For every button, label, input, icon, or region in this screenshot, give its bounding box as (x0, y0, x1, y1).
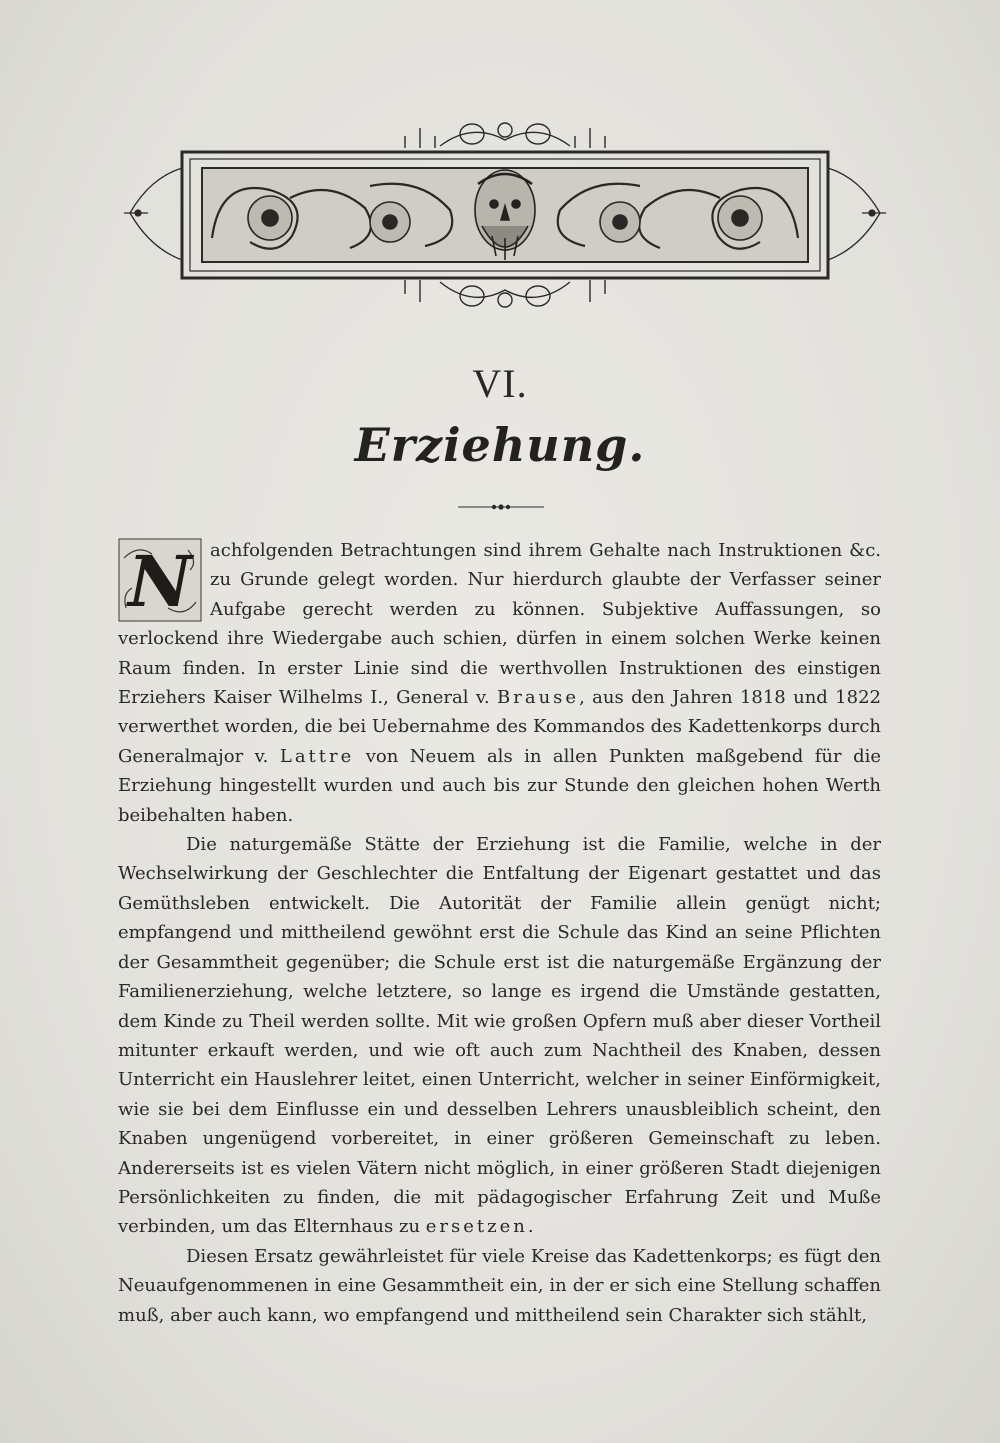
paragraph-1-name-lattre: Lattre (279, 745, 355, 767)
paragraph-1-lead: achfolgenden Betrachtungen sind ihrem Gehalte nach Instruktionen &c. zu Grunde gelegt worden. Nur hierdurch glaubte der Verfasser seiner Aufgabe gerecht werden zu können. Subjektive Auffassungen, so verlockend ihre Wiedergabe auch schien, dürfen in einem solchen Werke keinen Raum finden. In erster Linie sind die werthvollen Instruktionen des einstigen Erziehers Kaiser Wilhelms I., General v. (118, 540, 881, 709)
paragraph-1 (118, 536, 881, 830)
chapter-title: Erziehung. (354, 418, 646, 472)
ornamental-header-band (120, 118, 890, 318)
dropcap-letter: N (128, 540, 192, 622)
paragraph-3-text: Diesen Ersatz gewährleistet für viele Kreise das Kadettenkorps; es fügt den Neuaufgenommenen in eine Gesammtheit ein, in der er sich eine Stellung schaffen muß, aber auch kann, wo empfangend und mittheilend sein Charakter sich stählt, (118, 1245, 881, 1326)
paragraph-1-tail: von Neuem als in allen Punkten maßgebend für die Erziehung hingestellt wurden und auch bis zur Stunde den gleichen hohen Werth beibehalten haben. (118, 745, 882, 826)
paragraph-1-mid: , aus den Jahren 1818 und 1822 verwerthet worden, die bei Uebernahme des Kommandos des Kadettenkorps durch Generalmajor v. (118, 687, 881, 767)
divider-ornament (458, 500, 544, 514)
paragraph-2-text: Die naturgemäße Stätte der Erziehung ist die Familie, welche in der Wechselwirkung der Geschlechter die Entfaltung der Eigenart gestattet und das Gemüthsleben entwickelt. Die Autorität der Familie allein genügt nicht; empfangend und mittheilend gewöhnt erst die Schule das Kind an seine Pflichten der Gesammtheit gegenüber; die Schule erst ist die naturgemäße Ergänzung der Familienerziehung, welche letztere, so lange es irgend die Umstände gestatten, dem Kinde zu Theil werden sollte. Mit wie großen Opfern muß aber dieser Vortheil mitunter erkauft werden, und wie oft auch zum Nachtheil des Knaben, dessen Unterricht ein Hauslehrer leitet, einen Unterricht, welcher in seiner Einförmigkeit, wie sie bei dem Einflusse ein und desselben Lehrers unausbleiblich scheint, den Knaben ungenügend vorbereitet, in einer größeren Gemeinschaft zu leben. Andererseits ist es vielen Vätern nicht möglich, in einer größeren Stadt diejenigen Persönlichkeiten zu finden, die mit pädagogischer Erfahrung Zeit und Muße verbinden, um das Elternhaus zu (118, 834, 881, 1238)
paragraph-2 (118, 830, 881, 1242)
paragraph-1-name-brause: Brause (497, 687, 580, 709)
crest-bottom-icon (405, 280, 605, 307)
paragraph-2-end: . (527, 1216, 534, 1238)
body-text (118, 536, 881, 1330)
chapter-number: VI. (472, 361, 528, 406)
dropcap-flourish (118, 538, 202, 622)
paragraph-2-spaced: ersetzen (425, 1216, 528, 1238)
paragraph-3 (118, 1242, 881, 1330)
crest-top-icon (405, 123, 605, 148)
